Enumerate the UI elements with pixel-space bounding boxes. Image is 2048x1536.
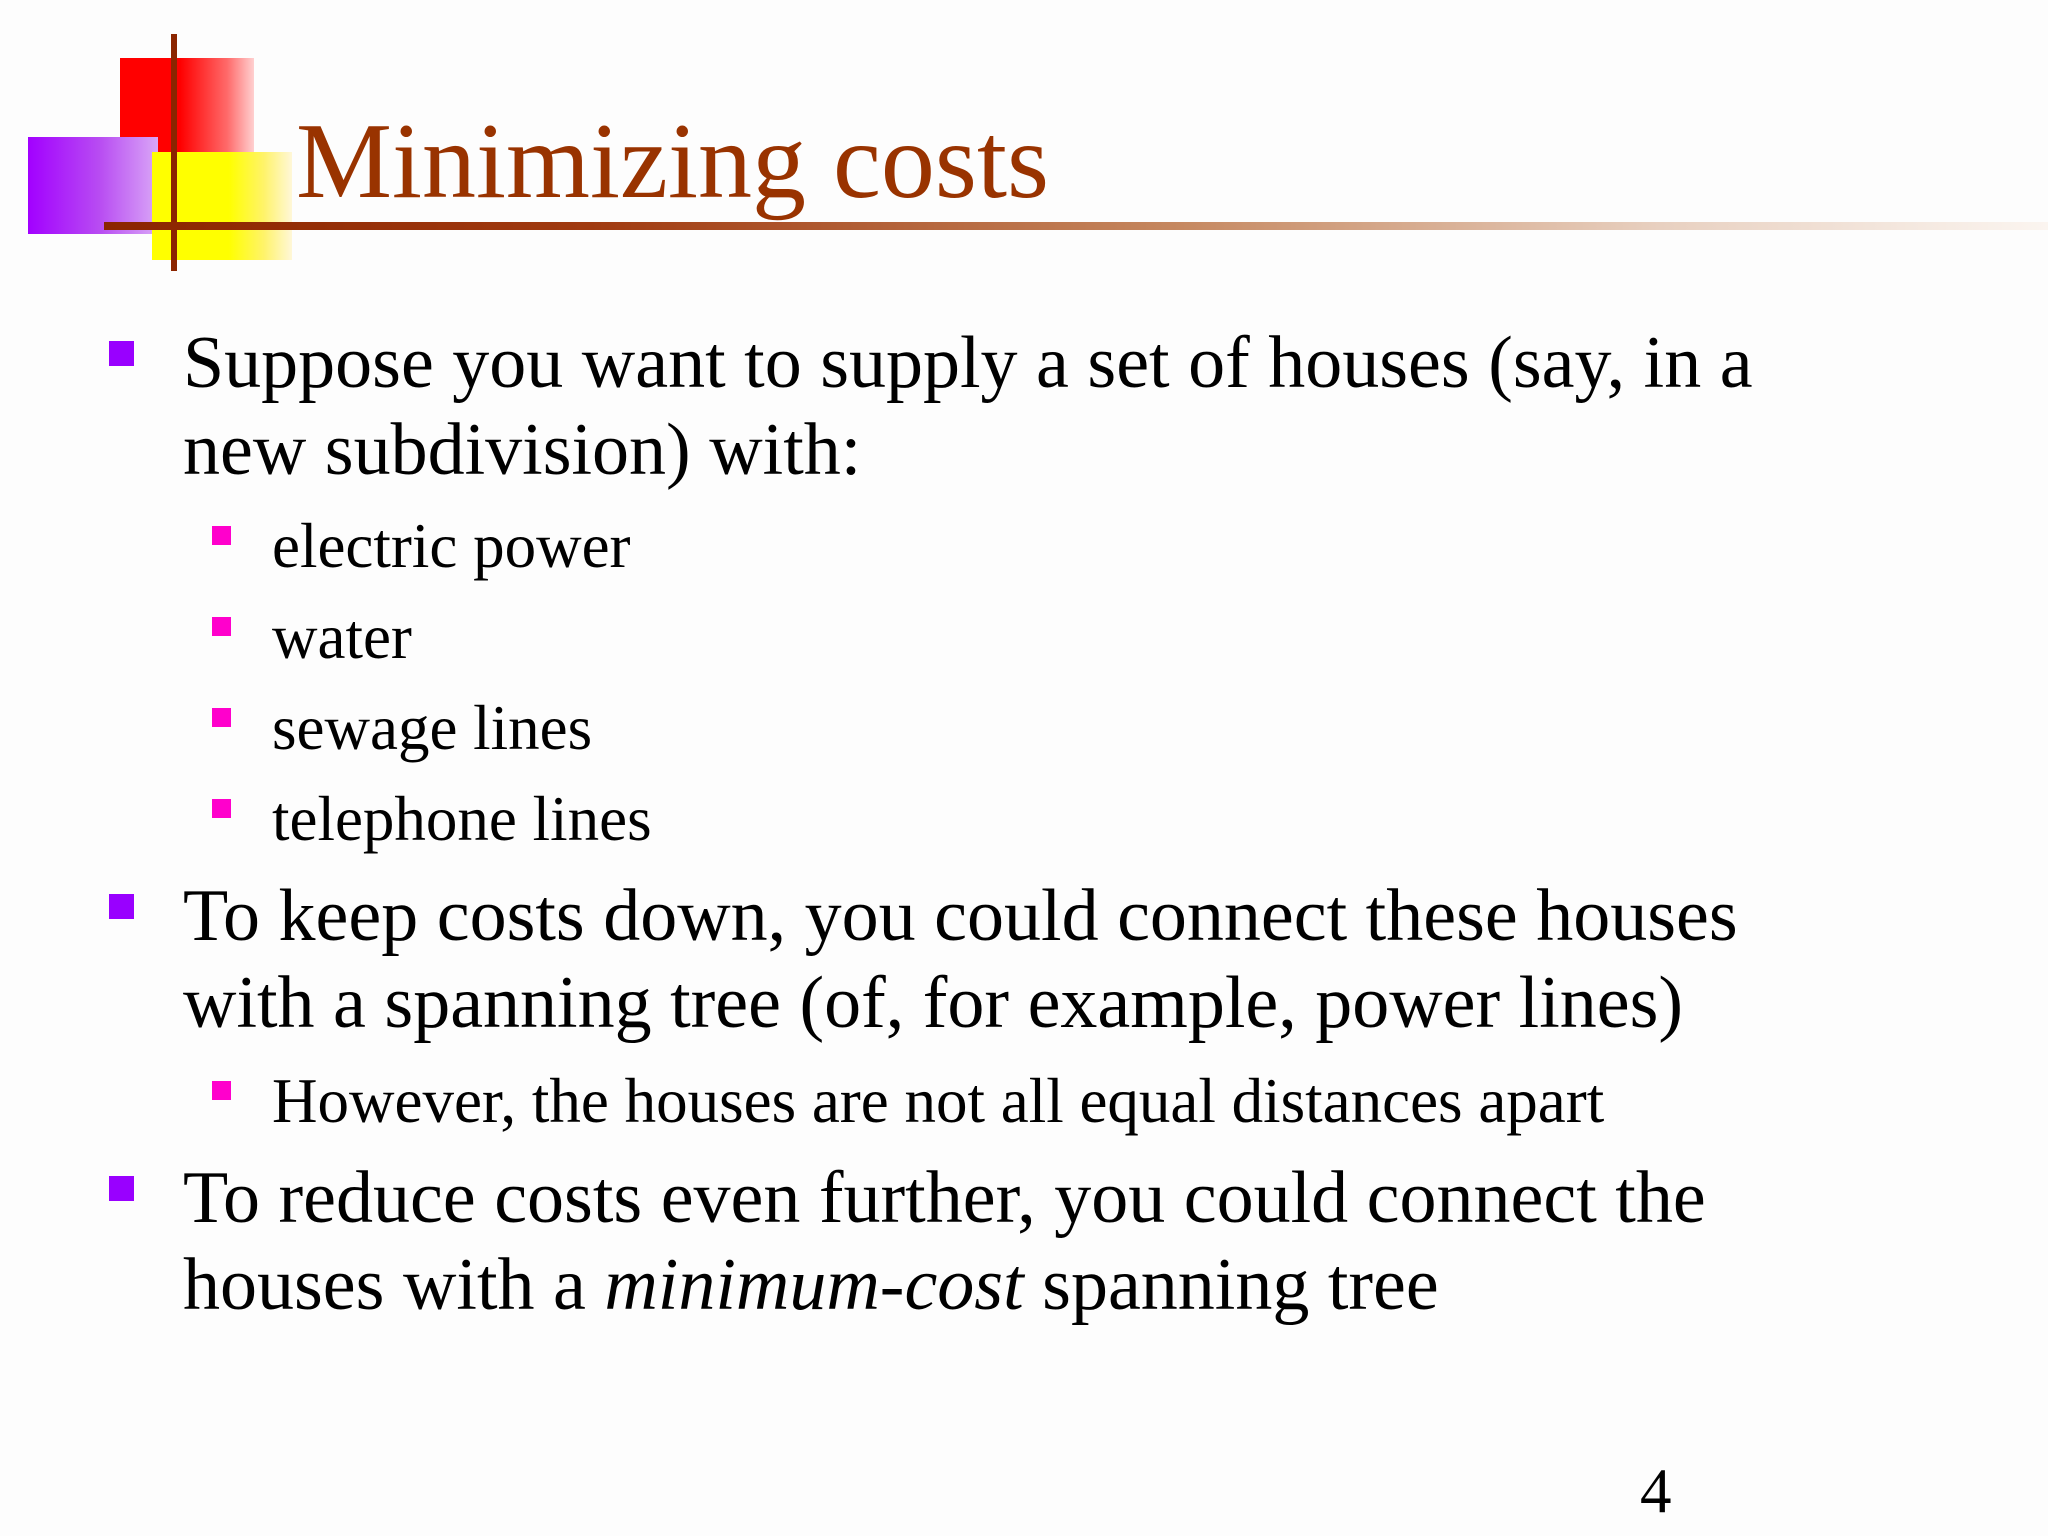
bullet-square-icon (109, 341, 134, 366)
bullet-3-line-2-start: houses with a (183, 1244, 605, 1326)
bullet-2-line-2: with a spanning tree (of, for example, power lines) (183, 962, 1684, 1044)
sub-bullet-square-icon (212, 799, 231, 818)
bullet-square-icon (109, 1176, 134, 1201)
emphasis-minimum-cost: minimum-cost (604, 1244, 1024, 1326)
slide-title: Minimizing costs (296, 102, 1049, 221)
sub-bullet-square-icon (212, 1081, 231, 1100)
bullet-3-line-1: To reduce costs even further, you could connect the (183, 1157, 1706, 1239)
sub-bullet-square-icon (212, 708, 231, 727)
bullet-1-line-2: new subdivision) with: (183, 409, 862, 491)
sub-item-sewage-lines: sewage lines (272, 693, 593, 763)
bullet-2-line-1: To keep costs down, you could connect these houses (183, 875, 1738, 957)
page-number: 4 (1640, 1456, 1672, 1526)
sub-item-distances: However, the houses are not all equal distances apart (272, 1066, 1605, 1136)
sub-item-water: water (272, 602, 412, 672)
bullet-3-line-2-end: spanning tree (1023, 1244, 1439, 1326)
sub-bullet-square-icon (212, 526, 231, 545)
bullet-1-line-1: Suppose you want to supply a set of houses (say, in a (183, 322, 1753, 404)
sub-item-telephone-lines: telephone lines (272, 784, 652, 854)
sub-item-electric-power: electric power (272, 511, 631, 581)
sub-bullet-square-icon (212, 617, 231, 636)
bullet-3-line-2 (183, 1242, 1439, 1328)
bullet-square-icon (109, 894, 134, 919)
